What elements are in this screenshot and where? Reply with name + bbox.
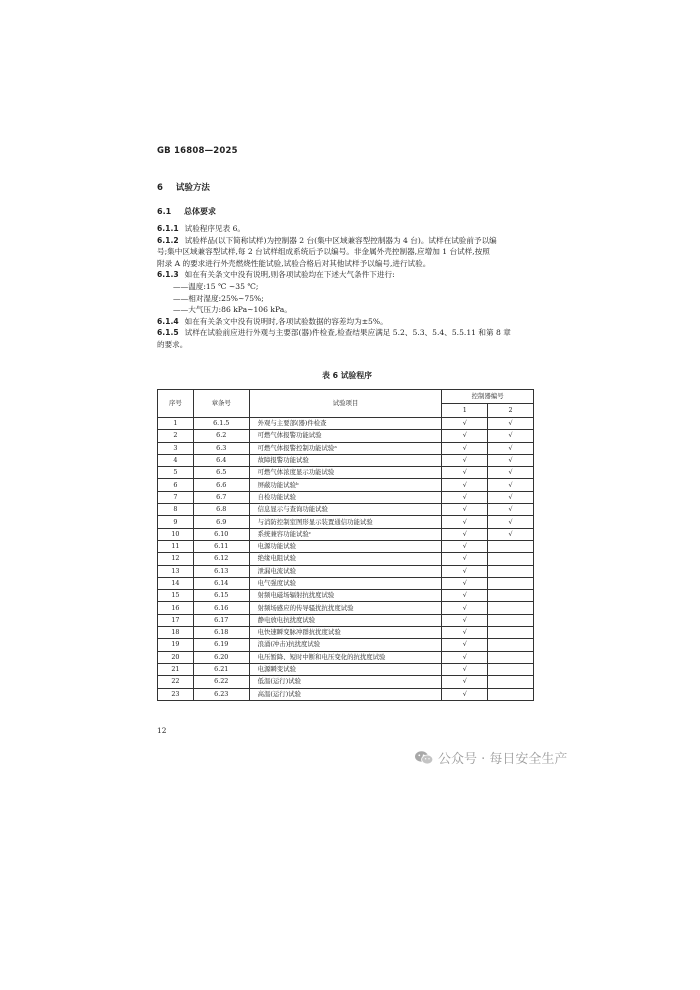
row-item: 泄漏电流试验 bbox=[249, 565, 442, 577]
clause-6-1-4 bbox=[157, 316, 537, 328]
row-seq: 7 bbox=[158, 491, 194, 503]
row-sample-2 bbox=[488, 676, 534, 688]
row-item: 电源瞬变试验 bbox=[249, 663, 442, 675]
row-clause: 6.15 bbox=[193, 590, 249, 602]
clause-6-1-2 bbox=[157, 235, 537, 247]
row-sample-2: √ bbox=[488, 418, 534, 430]
row-sample-2 bbox=[488, 602, 534, 614]
row-item: 与消防控制室图形显示装置通信功能试验 bbox=[249, 516, 442, 528]
row-clause: 6.3 bbox=[193, 442, 249, 454]
table-row bbox=[158, 663, 534, 675]
row-seq: 6 bbox=[158, 479, 194, 491]
row-seq: 13 bbox=[158, 565, 194, 577]
row-clause: 6.7 bbox=[193, 491, 249, 503]
row-sample-2: √ bbox=[488, 430, 534, 442]
table-row bbox=[158, 627, 534, 639]
table-body bbox=[158, 418, 534, 701]
row-clause: 6.2 bbox=[193, 430, 249, 442]
row-sample-1: √ bbox=[442, 565, 488, 577]
row-sample-1: √ bbox=[442, 491, 488, 503]
clause-number: 6.1.4 bbox=[157, 316, 179, 326]
subsection-number: 6.1 bbox=[157, 207, 172, 216]
test-procedure-table bbox=[157, 389, 534, 701]
row-clause: 6.6 bbox=[193, 479, 249, 491]
row-clause: 6.16 bbox=[193, 602, 249, 614]
clause-text: 试验样品(以下简称试样)为控制器 2 台(集中区域兼容型控制器为 4 台)。试样在试验前予以编 bbox=[184, 235, 497, 245]
table-row bbox=[158, 540, 534, 552]
row-sample-2 bbox=[488, 553, 534, 565]
row-seq: 15 bbox=[158, 590, 194, 602]
clause-6-1-1 bbox=[157, 223, 537, 235]
row-clause: 6.13 bbox=[193, 565, 249, 577]
table-row bbox=[158, 590, 534, 602]
row-item: 电源功能试验 bbox=[249, 540, 442, 552]
clause-text: 如在有关条文中没有说明时,各项试验数据的容差均为±5%。 bbox=[184, 316, 388, 326]
row-item: 静电放电抗扰度试验 bbox=[249, 614, 442, 626]
row-seq: 5 bbox=[158, 467, 194, 479]
body-text bbox=[157, 223, 537, 351]
row-sample-2: √ bbox=[488, 442, 534, 454]
row-seq: 2 bbox=[158, 430, 194, 442]
row-seq: 21 bbox=[158, 663, 194, 675]
table-row bbox=[158, 565, 534, 577]
subsection-heading bbox=[157, 206, 216, 217]
row-sample-2: √ bbox=[488, 479, 534, 491]
row-sample-1: √ bbox=[442, 614, 488, 626]
table-row bbox=[158, 651, 534, 663]
row-clause: 6.14 bbox=[193, 577, 249, 589]
row-item: 浪涌(冲击)抗扰度试验 bbox=[249, 639, 442, 651]
row-seq: 1 bbox=[158, 418, 194, 430]
row-clause: 6.12 bbox=[193, 553, 249, 565]
section-title: 试验方法 bbox=[175, 183, 210, 193]
header-seq: 序号 bbox=[158, 390, 194, 418]
row-sample-1: √ bbox=[442, 528, 488, 540]
row-seq: 3 bbox=[158, 442, 194, 454]
row-sample-1: √ bbox=[442, 430, 488, 442]
row-clause: 6.10 bbox=[193, 528, 249, 540]
row-sample-1: √ bbox=[442, 676, 488, 688]
clause-6-1-2-line3: 附录 A 的要求进行外壳燃烧性能试验,试验合格后对其他试样予以编号,进行试验。 bbox=[157, 258, 431, 268]
clause-6-1-2-line2: 号;集中区域兼容型试样,每 2 台试样组成系统后予以编号。非金属外壳控制器,应增加 1 台试样,按照 bbox=[157, 247, 490, 257]
row-clause: 6.23 bbox=[193, 688, 249, 700]
row-sample-1: √ bbox=[442, 504, 488, 516]
condition-pressure: ——大气压力:86 kPa~106 kPa。 bbox=[173, 305, 292, 315]
row-sample-1: √ bbox=[442, 590, 488, 602]
row-sample-1: √ bbox=[442, 602, 488, 614]
row-sample-1: √ bbox=[442, 467, 488, 479]
row-sample-2 bbox=[488, 540, 534, 552]
row-clause: 6.9 bbox=[193, 516, 249, 528]
clause-6-1-5-line2: 的要求。 bbox=[157, 339, 188, 349]
standard-code: GB 16808—2025 bbox=[157, 146, 238, 156]
row-seq: 11 bbox=[158, 540, 194, 552]
row-sample-2 bbox=[488, 590, 534, 602]
header-sample-1: 1 bbox=[442, 404, 488, 418]
clause-number: 6.1.1 bbox=[157, 224, 179, 233]
row-sample-2: √ bbox=[488, 528, 534, 540]
watermark bbox=[414, 748, 567, 767]
row-sample-2: √ bbox=[488, 516, 534, 528]
table-row bbox=[158, 504, 534, 516]
row-sample-1: √ bbox=[442, 577, 488, 589]
row-seq: 17 bbox=[158, 614, 194, 626]
table-row bbox=[158, 454, 534, 466]
clause-text: 如在有关条文中没有说明,则各项试验均在下述大气条件下进行: bbox=[184, 270, 395, 280]
condition-temperature: ——温度:15 ℃ ~35 ℃; bbox=[173, 281, 259, 291]
row-sample-2 bbox=[488, 614, 534, 626]
row-item: 电快速瞬变脉冲群抗扰度试验 bbox=[249, 627, 442, 639]
row-seq: 18 bbox=[158, 627, 194, 639]
row-sample-2 bbox=[488, 577, 534, 589]
table-row bbox=[158, 516, 534, 528]
row-item: 故障报警功能试验 bbox=[249, 454, 442, 466]
clause-6-1-3 bbox=[157, 269, 537, 281]
row-sample-1: √ bbox=[442, 627, 488, 639]
table-row bbox=[158, 418, 534, 430]
section-number: 6 bbox=[157, 183, 163, 193]
row-seq: 4 bbox=[158, 454, 194, 466]
header-sample-number: 控制器编号 bbox=[442, 390, 534, 404]
row-sample-2: √ bbox=[488, 467, 534, 479]
table-row bbox=[158, 602, 534, 614]
row-sample-2 bbox=[488, 651, 534, 663]
row-clause: 6.4 bbox=[193, 454, 249, 466]
row-sample-1: √ bbox=[442, 553, 488, 565]
row-seq: 19 bbox=[158, 639, 194, 651]
header-item: 试验项目 bbox=[249, 390, 442, 418]
table-row bbox=[158, 467, 534, 479]
row-seq: 23 bbox=[158, 688, 194, 700]
section-heading bbox=[157, 181, 210, 193]
row-item: 电压暂降、短时中断和电压变化的抗扰度试验 bbox=[249, 651, 442, 663]
row-item: 信息显示与查询功能试验 bbox=[249, 504, 442, 516]
table-row bbox=[158, 676, 534, 688]
clause-number: 6.1.5 bbox=[157, 328, 179, 338]
row-sample-2 bbox=[488, 639, 534, 651]
row-clause: 6.5 bbox=[193, 467, 249, 479]
row-clause: 6.8 bbox=[193, 504, 249, 516]
row-seq: 22 bbox=[158, 676, 194, 688]
row-seq: 14 bbox=[158, 577, 194, 589]
row-seq: 16 bbox=[158, 602, 194, 614]
row-seq: 10 bbox=[158, 528, 194, 540]
row-sample-1: √ bbox=[442, 663, 488, 675]
row-item: 可燃气体报警控制功能试验ᵃ bbox=[249, 442, 442, 454]
table-row bbox=[158, 430, 534, 442]
row-seq: 12 bbox=[158, 553, 194, 565]
row-item: 高温(运行)试验 bbox=[249, 688, 442, 700]
row-clause: 6.22 bbox=[193, 676, 249, 688]
row-clause: 6.19 bbox=[193, 639, 249, 651]
table-row bbox=[158, 553, 534, 565]
header-sample-2: 2 bbox=[488, 404, 534, 418]
row-sample-1: √ bbox=[442, 540, 488, 552]
table-row bbox=[158, 577, 534, 589]
subsection-title: 总体要求 bbox=[183, 207, 216, 216]
row-sample-1: √ bbox=[442, 418, 488, 430]
watermark-text: 公众号 · 每日安全生产 bbox=[438, 752, 568, 767]
row-item: 射频场感应的传导骚扰抗扰度试验 bbox=[249, 602, 442, 614]
row-clause: 6.17 bbox=[193, 614, 249, 626]
row-sample-2 bbox=[488, 688, 534, 700]
row-sample-1: √ bbox=[442, 454, 488, 466]
row-sample-2: √ bbox=[488, 504, 534, 516]
row-sample-2 bbox=[488, 565, 534, 577]
row-clause: 6.11 bbox=[193, 540, 249, 552]
row-sample-2: √ bbox=[488, 454, 534, 466]
clause-text: 试验程序见表 6。 bbox=[184, 224, 246, 233]
row-sample-1: √ bbox=[442, 516, 488, 528]
row-item: 射频电磁场辐射抗扰度试验 bbox=[249, 590, 442, 602]
row-seq: 9 bbox=[158, 516, 194, 528]
table-row bbox=[158, 479, 534, 491]
table-row bbox=[158, 639, 534, 651]
table-row bbox=[158, 688, 534, 700]
table-row bbox=[158, 528, 534, 540]
table-row bbox=[158, 442, 534, 454]
row-seq: 20 bbox=[158, 651, 194, 663]
row-item: 系统兼容功能试验ᶜ bbox=[249, 528, 442, 540]
row-item: 可燃气体浓度显示功能试验 bbox=[249, 467, 442, 479]
wechat-icon bbox=[414, 750, 434, 765]
table-title: 表 6 试验程序 bbox=[322, 371, 372, 380]
row-item: 外观与主要部(器)件检查 bbox=[249, 418, 442, 430]
row-sample-2: √ bbox=[488, 491, 534, 503]
row-clause: 6.18 bbox=[193, 627, 249, 639]
header-clause: 章条号 bbox=[193, 390, 249, 418]
row-clause: 6.1.5 bbox=[193, 418, 249, 430]
page-number: 12 bbox=[157, 726, 167, 735]
row-sample-2 bbox=[488, 627, 534, 639]
row-item: 自检功能试验 bbox=[249, 491, 442, 503]
row-item: 绝缘电阻试验 bbox=[249, 553, 442, 565]
row-item: 低温(运行)试验 bbox=[249, 676, 442, 688]
row-sample-1: √ bbox=[442, 688, 488, 700]
row-sample-1: √ bbox=[442, 639, 488, 651]
row-clause: 6.20 bbox=[193, 651, 249, 663]
clause-number: 6.1.2 bbox=[157, 235, 179, 245]
row-item: 屏蔽功能试验ᵇ bbox=[249, 479, 442, 491]
clause-text: 试样在试验前应进行外观与主要部(器)件检查,检查结果应满足 5.2、5.3、5.4、5.5.11 和第 8 章 bbox=[184, 328, 511, 338]
row-sample-1: √ bbox=[442, 442, 488, 454]
row-clause: 6.21 bbox=[193, 663, 249, 675]
row-seq: 8 bbox=[158, 504, 194, 516]
clause-6-1-5 bbox=[157, 327, 537, 339]
row-sample-1: √ bbox=[442, 651, 488, 663]
table-row bbox=[158, 614, 534, 626]
condition-humidity: ——相对湿度:25%~75%; bbox=[173, 293, 264, 303]
row-sample-1: √ bbox=[442, 479, 488, 491]
row-item: 电气强度试验 bbox=[249, 577, 442, 589]
clause-number: 6.1.3 bbox=[157, 270, 179, 280]
row-item: 可燃气体报警功能试验 bbox=[249, 430, 442, 442]
table-row bbox=[158, 491, 534, 503]
row-sample-2 bbox=[488, 663, 534, 675]
